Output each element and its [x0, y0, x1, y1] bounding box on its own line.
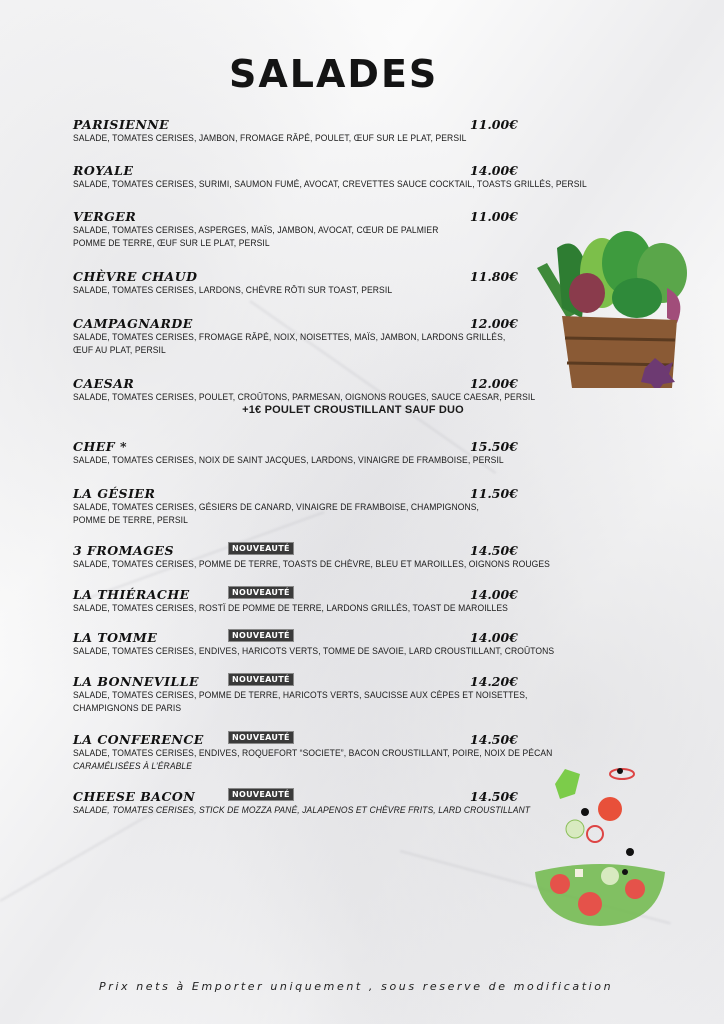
- item-name: LA CONFERENCE: [73, 732, 204, 747]
- new-badge: NOUVEAUTÉ: [228, 673, 294, 686]
- item-name: CHEF *: [73, 439, 128, 454]
- item-name: LA GÉSIER: [73, 486, 156, 501]
- menu-item-la-tomme: [73, 630, 633, 658]
- item-name: CAESAR: [73, 376, 135, 391]
- item-description: SALADE, TOMATES CERISES, STICK DE MOZZA PANÉ, JALAPENOS ET CHÈVRE FRITS, LARD CROUSTILLANT: [73, 805, 531, 815]
- item-name: ROYALE: [73, 163, 134, 178]
- item-description: SALADE, TOMATES CERISES, FROMAGE RÂPÉ, NOIX, NOISETTES, MAÏS, JAMBON, LARDONS GRILLÉS,: [73, 332, 506, 342]
- new-badge: NOUVEAUTÉ: [228, 788, 294, 801]
- item-description: SALADE, TOMATES CERISES, POULET, CROÛTONS, PARMESAN, OIGNONS ROUGES, SAUCE CAESAR, PERSIL: [73, 392, 536, 402]
- item-price: 14.00€: [470, 163, 518, 178]
- item-price: 14.50€: [470, 789, 518, 804]
- item-description: POMME DE TERRE, PERSIL: [73, 515, 188, 525]
- item-description: SALADE, TOMATES CERISES, ENDIVES, ROQUEFORT “SOCIETE”, BACON CROUSTILLANT, POIRE, NOIX DE PÉCAN: [73, 748, 553, 758]
- item-name: CAMPAGNARDE: [73, 316, 193, 331]
- item-price: 12.00€: [470, 316, 518, 331]
- new-badge: NOUVEAUTÉ: [228, 629, 294, 642]
- menu-item-3-fromages: [73, 543, 633, 571]
- menu-item-la-gesier: [73, 486, 633, 527]
- item-description: SALADE, TOMATES CERISES, ROSTÏ DE POMME DE TERRE, LARDONS GRILLÉS, TOAST DE MAROILLES: [73, 603, 508, 613]
- item-description: SALADE, TOMATES CERISES, SURIMI, SAUMON FUMÉ, AVOCAT, CREVETTES SAUCE COCKTAIL, TOASTS GRILLÉS, PERSIL: [73, 179, 587, 189]
- item-description: SALADE, TOMATES CERISES, GÉSIERS DE CANARD, VINAIGRE DE FRAMBOISE, CHAMPIGNONS,: [73, 502, 480, 512]
- item-price: 15.50€: [470, 439, 518, 454]
- new-badge: NOUVEAUTÉ: [228, 542, 294, 555]
- item-price: 11.00€: [470, 117, 518, 132]
- item-name: VERGER: [73, 209, 137, 224]
- salad-crate-illustration: [527, 228, 697, 388]
- new-badge: NOUVEAUTÉ: [228, 586, 294, 599]
- item-description: ŒUF AU PLAT, PERSIL: [73, 345, 166, 355]
- item-extra-note: +1€ POULET CROUSTILLANT SAUF DUO: [242, 404, 464, 416]
- item-name: CHEESE BACON: [73, 789, 196, 804]
- item-description: SALADE, TOMATES CERISES, POMME DE TERRE, TOASTS DE CHÈVRE, BLEU ET MAROILLES, OIGNONS ROUGES: [73, 559, 550, 569]
- item-description: SALADE, TOMATES CERISES, NOIX DE SAINT JACQUES, LARDONS, VINAIGRE DE FRAMBOISE, PERSIL: [73, 455, 504, 465]
- item-price: 14.00€: [470, 587, 518, 602]
- item-name: LA BONNEVILLE: [73, 674, 200, 689]
- item-description: CHAMPIGNONS DE PARIS: [73, 703, 182, 713]
- item-description: SALADE, TOMATES CERISES, JAMBON, FROMAGE RÂPÉ, POULET, ŒUF SUR LE PLAT, PERSIL: [73, 133, 467, 143]
- item-price: 14.00€: [470, 630, 518, 645]
- item-name: 3 FROMAGES: [73, 543, 174, 558]
- item-price: 11.00€: [470, 209, 518, 224]
- item-description: CARAMÉLISÉES À L’ÉRABLE: [73, 761, 193, 771]
- item-name: LA TOMME: [73, 630, 158, 645]
- item-description: SALADE, TOMATES CERISES, ENDIVES, HARICOTS VERTS, TOMME DE SAVOIE, LARD CROUSTILLANT, CROÛTONS: [73, 646, 555, 656]
- new-badge: NOUVEAUTÉ: [228, 731, 294, 744]
- item-price: 11.50€: [470, 486, 518, 501]
- page-title: SALADES: [229, 52, 439, 96]
- item-price: 11.80€: [470, 269, 518, 284]
- item-price: 14.50€: [470, 543, 518, 558]
- item-name: CHÈVRE CHAUD: [73, 269, 198, 284]
- item-description: POMME DE TERRE, ŒUF SUR LE PLAT, PERSIL: [73, 238, 270, 248]
- menu-item-royale: [73, 163, 633, 191]
- item-price: 14.20€: [470, 674, 518, 689]
- item-name: PARISIENNE: [73, 117, 170, 132]
- salad-bowl-illustration: [530, 764, 670, 929]
- menu-item-la-bonneville: [73, 674, 633, 715]
- item-price: 14.50€: [470, 732, 518, 747]
- item-description: SALADE, TOMATES CERISES, ASPERGES, MAÏS, JAMBON, AVOCAT, CŒUR DE PALMIER: [73, 225, 439, 235]
- menu-item-chef: [73, 439, 633, 467]
- item-description: SALADE, TOMATES CERISES, POMME DE TERRE, HARICOTS VERTS, SAUCISSE AUX CÈPES ET NOISETTES,: [73, 690, 528, 700]
- item-price: 12.00€: [470, 376, 518, 391]
- menu-item-parisienne: [73, 117, 633, 145]
- item-name: LA THIÉRACHE: [73, 587, 190, 602]
- footer-note: Prix nets à Emporter uniquement , sous reserve de modification: [99, 980, 614, 993]
- menu-item-la-thierache: [73, 587, 633, 615]
- item-description: SALADE, TOMATES CERISES, LARDONS, CHÈVRE RÔTI SUR TOAST, PERSIL: [73, 285, 393, 295]
